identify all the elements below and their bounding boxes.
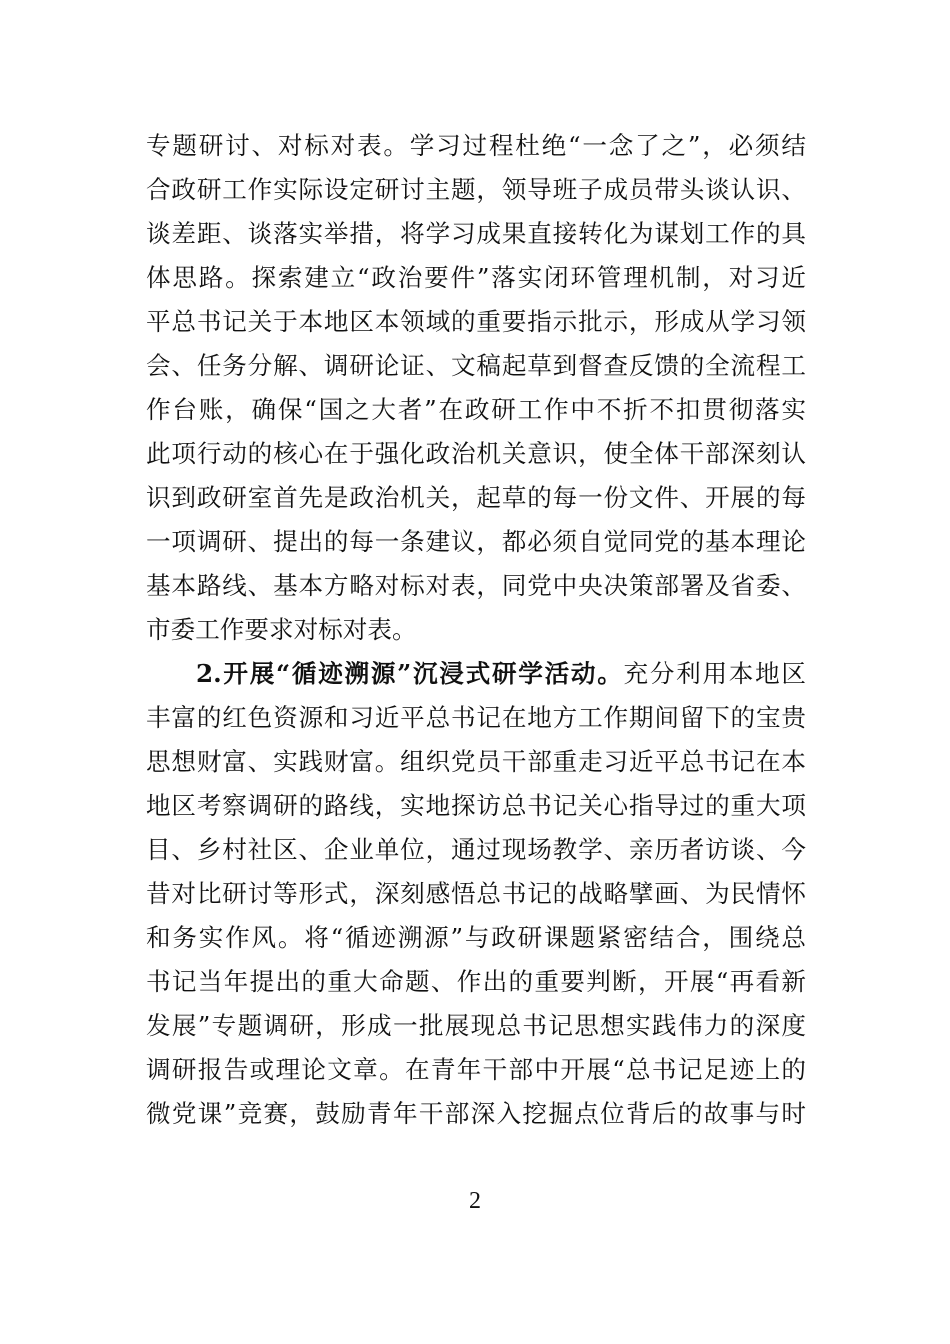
- text-line: 思想财富、实践财富。组织党员干部重走习近平总书记在本: [146, 747, 806, 776]
- text-line: 发展”专题调研，形成一批展现总书记思想实践伟力的深度: [146, 1011, 806, 1040]
- text-line: 作台账，确保“国之大者”在政研工作中不折不扣贯彻落实: [146, 395, 806, 424]
- page-number: 2: [469, 1188, 481, 1214]
- text-line: 微党课”竞赛，鼓励青年干部深入挖掘点位背后的故事与时: [146, 1099, 806, 1128]
- text-line: 会、任务分解、调研论证、文稿起草到督查反馈的全流程工: [146, 351, 806, 380]
- text-line: 昔对比研讨等形式，深刻感悟总书记的战略擘画、为民情怀: [146, 879, 806, 908]
- text-line: 合政研工作实际设定研讨主题，领导班子成员带头谈认识、: [146, 175, 806, 204]
- text-line: 地区考察调研的路线，实地探访总书记关心指导过的重大项: [146, 791, 806, 820]
- text-line: 平总书记关于本地区本领域的重要指示批示，形成从学习领: [146, 307, 806, 336]
- text-line: 谈差距、谈落实举措，将学习成果直接转化为谋划工作的具: [146, 219, 806, 248]
- text-line: 书记当年提出的重大命题、作出的重要判断，开展“再看新: [146, 967, 806, 996]
- text-line: 专题研讨、对标对表。学习过程杜绝“一念了之”，必须结: [146, 131, 806, 160]
- text-line: 识到政研室首先是政治机关，起草的每一份文件、开展的每: [146, 483, 806, 512]
- section-heading: 2.开展“循迹溯源”沉浸式研学活动。: [196, 659, 624, 688]
- text-line: 一项调研、提出的每一条建议，都必须自觉同党的基本理论: [146, 527, 806, 556]
- text-line: 基本路线、基本方略对标对表，同党中央决策部署及省委、: [146, 571, 806, 600]
- text-line: 目、乡村社区、企业单位，通过现场教学、亲历者访谈、今: [146, 835, 806, 864]
- text-line: 市委工作要求对标对表。: [146, 615, 417, 644]
- text-line: 调研报告或理论文章。在青年干部中开展“总书记足迹上的: [146, 1055, 806, 1084]
- heading-line-text: 充分利用本地区: [623, 659, 806, 688]
- text-line: 此项行动的核心在于强化政治机关意识，使全体干部深刻认: [146, 439, 806, 468]
- text-line: 和务实作风。将“循迹溯源”与政研课题紧密结合，围绕总: [146, 923, 806, 952]
- section-heading-line: [196, 656, 806, 692]
- text-line: 丰富的红色资源和习近平总书记在地方工作期间留下的宝贵: [146, 703, 806, 732]
- text-line: 体思路。探索建立“政治要件”落实闭环管理机制，对习近: [146, 263, 806, 292]
